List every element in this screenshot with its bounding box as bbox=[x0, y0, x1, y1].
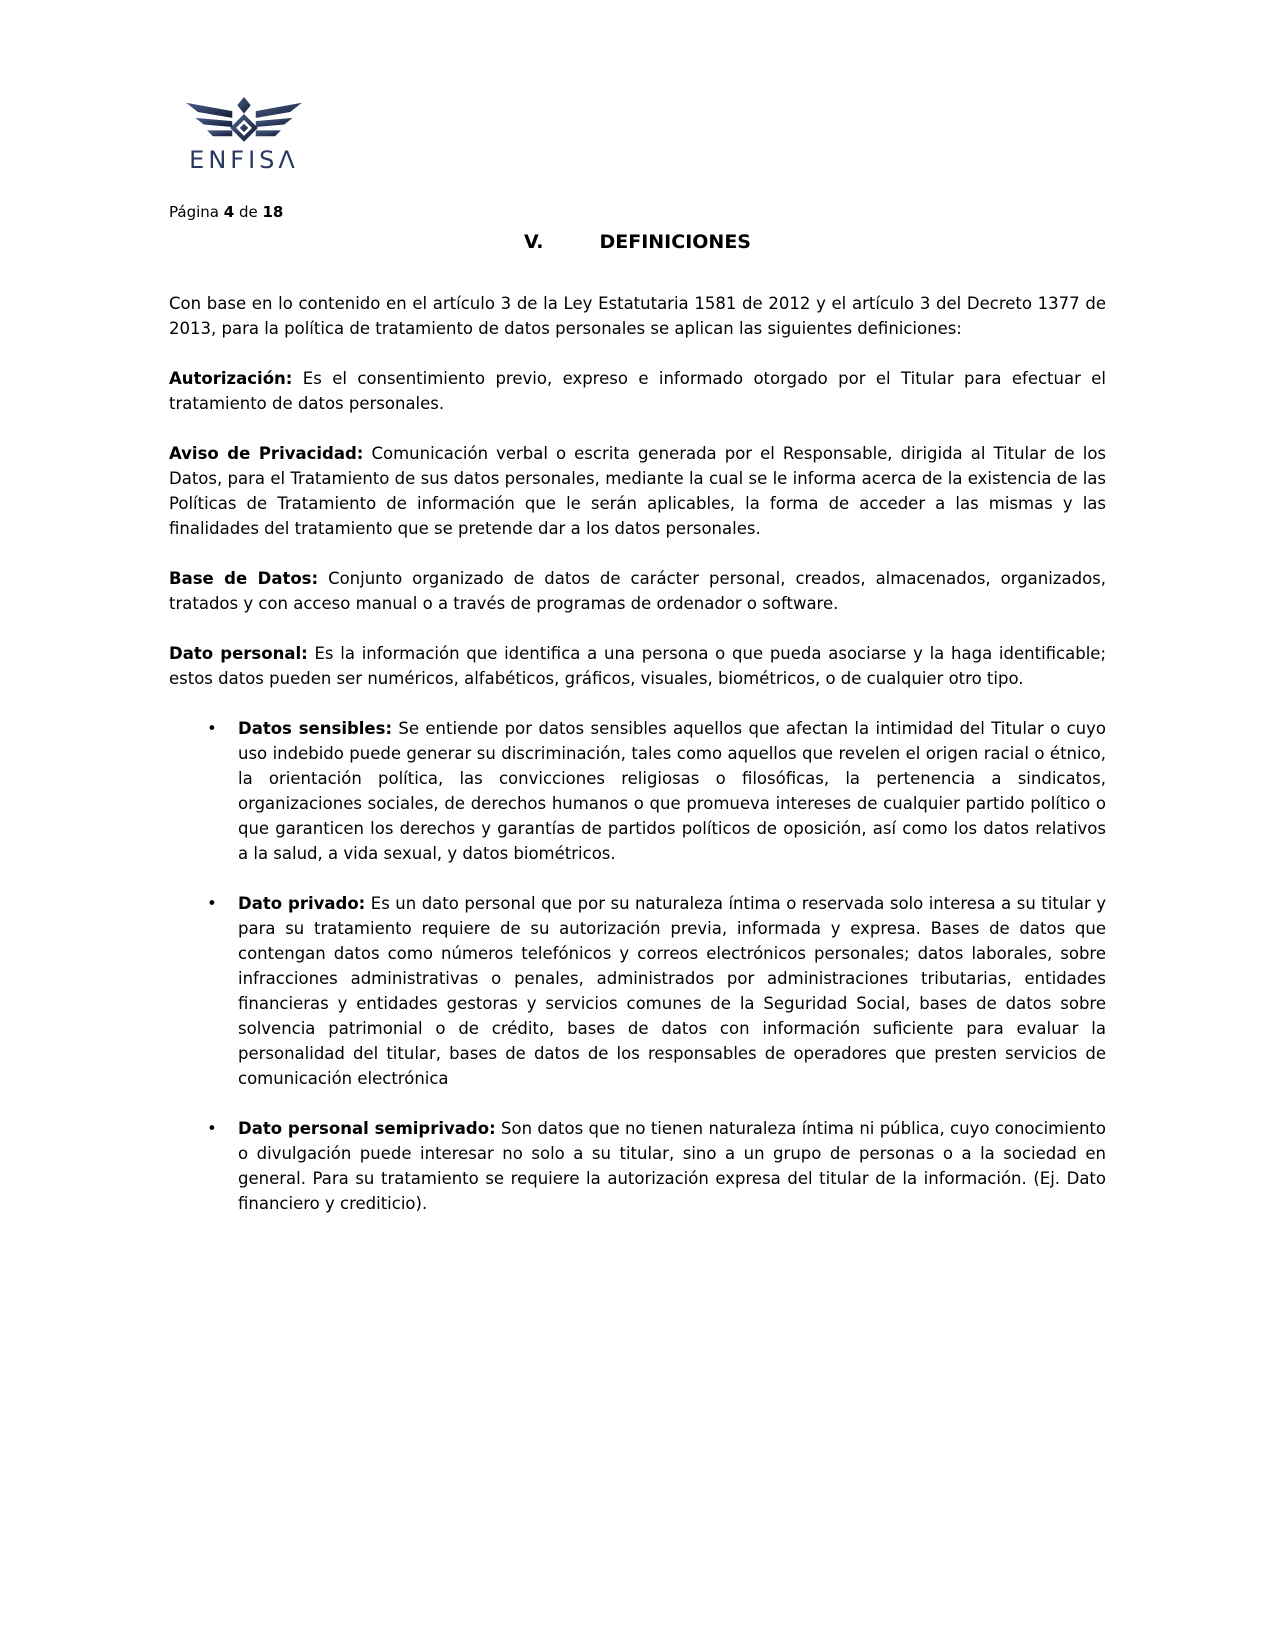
section-heading bbox=[169, 231, 1106, 253]
definition-term: Datos sensibles: bbox=[238, 719, 393, 738]
definition-term: Dato personal semiprivado: bbox=[238, 1119, 496, 1138]
enfisa-wings-icon bbox=[185, 96, 303, 143]
definitions-list bbox=[169, 716, 1106, 1216]
page-indicator-label: Página bbox=[169, 203, 219, 221]
list-item-dato-personal-semiprivado bbox=[169, 1116, 1106, 1216]
definition-base-de-datos bbox=[169, 566, 1106, 616]
definition-text: Comunicación verbal o escrita generada por el Responsable, dirigida al Titular de los Datos, para el Tratamiento de sus datos personales, mediante la cual se le informa acerca de la existencia de las Políticas de Tratamiento de información que le serán aplicables, la forma de acceder a las mismas y las finalidades del tratamiento que se pretende dar a los datos personales. bbox=[169, 444, 1107, 538]
section-heading-numeral: V. bbox=[524, 231, 544, 253]
page-indicator bbox=[169, 203, 1106, 221]
intro-paragraph: Con base en lo contenido en el artículo 3 de la Ley Estatutaria 1581 de 2012 y el artículo 3 del Decreto 1377 de 2013, para la política de tratamiento de datos personales se aplican las siguientes definiciones: bbox=[169, 294, 1106, 338]
section-heading-title: DEFINICIONES bbox=[599, 231, 751, 253]
definition-dato-personal bbox=[169, 641, 1106, 691]
page-indicator-total: 18 bbox=[262, 203, 284, 221]
definition-text: Son datos que no tienen naturaleza íntima ni pública, cuyo conocimiento o divulgación puede interesar no solo a su titular, sino a un grupo de personas o a la sociedad en general. Para su tratamiento se requiere la autorización expresa del titular de la información. (Ej. Dato financiero y crediticio). bbox=[238, 1119, 1106, 1213]
page-indicator-current: 4 bbox=[223, 203, 235, 221]
definition-text: Se entiende por datos sensibles aquellos que afectan la intimidad del Titular o cuyo uso indebido puede generar su discriminación, tales como aquellos que revelen el origen racial o étnico, la orientación política, las convicciones religiosas o filosóficas, la pertenencia a sindicatos, organizaciones sociales, de derechos humanos o que promueva intereses de cualquier partido político o que garanticen los derechos y garantías de partidos políticos de oposición, así como los datos relativos a la salud, a vida sexual, y datos biométricos. bbox=[238, 719, 1106, 863]
definition-autorizacion bbox=[169, 366, 1106, 416]
definition-text: Conjunto organizado de datos de carácter personal, creados, almacenados, organizados, tratados y con acceso manual o a través de programas de ordenador o software. bbox=[169, 569, 1107, 613]
definition-aviso-de-privacidad bbox=[169, 441, 1106, 541]
list-item-dato-privado bbox=[169, 891, 1106, 1091]
definition-text: Es el consentimiento previo, expreso e informado otorgado por el Titular para efectuar el tratamiento de datos personales. bbox=[169, 369, 1106, 413]
brand-wordmark: ENFISΛ bbox=[189, 146, 299, 174]
definition-term: Base de Datos: bbox=[169, 569, 319, 588]
definition-term: Dato privado: bbox=[238, 894, 366, 913]
page-indicator-of: de bbox=[238, 203, 258, 221]
definition-text: Es un dato personal que por su naturaleza íntima o reservada solo interesa a su titular y para su tratamiento requiere de su autorización previa, informada y expresa. Bases de datos que contengan datos como números telefónicos y correos electrónicos personales; datos laborales, sobre infracciones administrativas o penales, administrados por administraciones tributarias, entidades financieras y entidades gestoras y servicios comunes de la Seguridad Social, bases de datos sobre solvencia patrimonial o de crédito, bases de datos con información suficiente para evaluar la personalidad del titular, bases de datos de los responsables de operadores que presten servicios de comunicación electrónica bbox=[238, 894, 1106, 1088]
definition-term: Autorización: bbox=[169, 369, 293, 388]
enfisa-logo bbox=[183, 96, 305, 174]
page-content bbox=[169, 203, 1106, 1241]
definition-term: Dato personal: bbox=[169, 644, 308, 663]
definition-term: Aviso de Privacidad: bbox=[169, 444, 364, 463]
list-item-datos-sensibles bbox=[169, 716, 1106, 866]
definition-text: Es la información que identifica a una persona o que pueda asociarse y la haga identificable; estos datos pueden ser numéricos, alfabéticos, gráficos, visuales, biométricos, o de cualquier otro tipo. bbox=[169, 644, 1107, 688]
